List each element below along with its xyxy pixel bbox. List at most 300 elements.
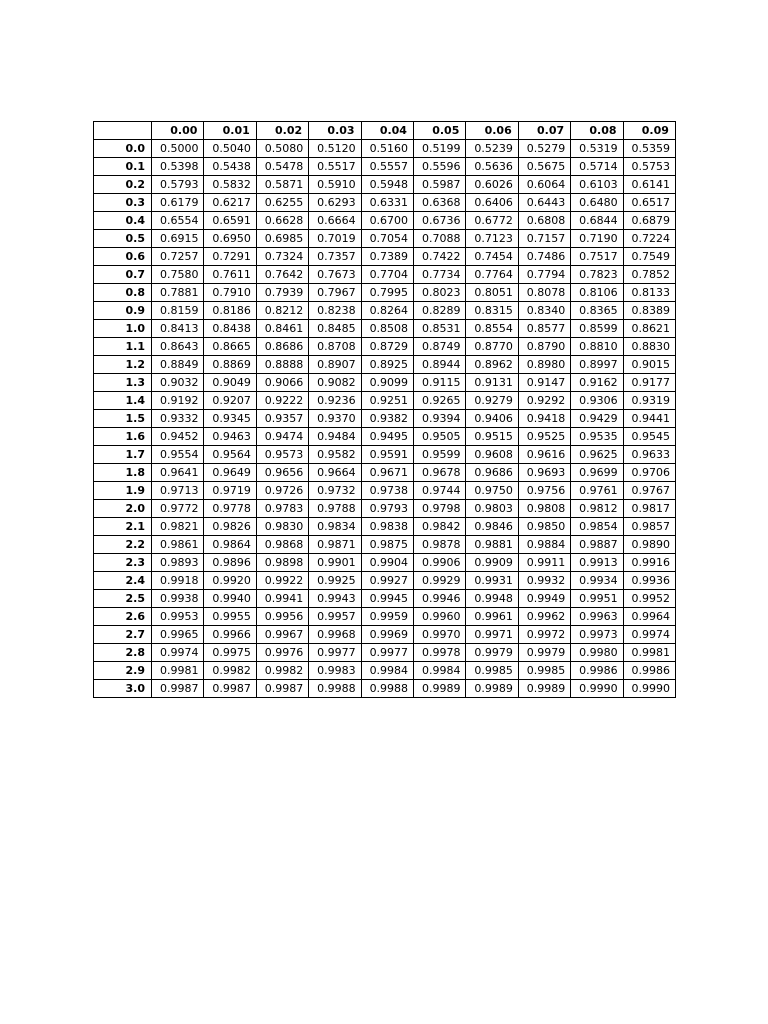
table-cell: 0.8849 — [152, 356, 204, 374]
table-cell: 0.9798 — [413, 500, 465, 518]
table-cell: 0.9713 — [152, 482, 204, 500]
table-cell: 0.9976 — [256, 644, 308, 662]
column-header: 0.06 — [466, 122, 518, 140]
table-cell: 0.9279 — [466, 392, 518, 410]
table-cell: 0.9987 — [256, 680, 308, 698]
table-cell: 0.8888 — [256, 356, 308, 374]
table-cell: 0.9463 — [204, 428, 256, 446]
table-cell: 0.6255 — [256, 194, 308, 212]
table-cell: 0.9616 — [518, 446, 570, 464]
table-cell: 0.9015 — [623, 356, 675, 374]
table-cell: 0.9932 — [518, 572, 570, 590]
table-cell: 0.9826 — [204, 518, 256, 536]
table-cell: 0.9896 — [204, 554, 256, 572]
table-cell: 0.9641 — [152, 464, 204, 482]
table-cell: 0.9535 — [571, 428, 623, 446]
table-cell: 0.8770 — [466, 338, 518, 356]
table-cell: 0.9726 — [256, 482, 308, 500]
table-row — [94, 590, 676, 608]
table-cell: 0.9965 — [152, 626, 204, 644]
table-row — [94, 482, 676, 500]
table-cell: 0.9956 — [256, 608, 308, 626]
table-row — [94, 374, 676, 392]
table-cell: 0.9906 — [413, 554, 465, 572]
table-cell: 0.9686 — [466, 464, 518, 482]
table-cell: 0.9382 — [361, 410, 413, 428]
table-row — [94, 554, 676, 572]
table-cell: 0.9131 — [466, 374, 518, 392]
column-header: 0.09 — [623, 122, 675, 140]
table-cell: 0.9989 — [413, 680, 465, 698]
table-cell: 0.9960 — [413, 608, 465, 626]
table-cell: 0.9678 — [413, 464, 465, 482]
table-cell: 0.7704 — [361, 266, 413, 284]
table-cell: 0.9525 — [518, 428, 570, 446]
row-header: 1.5 — [94, 410, 152, 428]
table-cell: 0.9980 — [571, 644, 623, 662]
table-row — [94, 410, 676, 428]
table-cell: 0.8159 — [152, 302, 204, 320]
table-cell: 0.7422 — [413, 248, 465, 266]
table-cell: 0.9979 — [518, 644, 570, 662]
table-cell: 0.9982 — [256, 662, 308, 680]
table-row — [94, 356, 676, 374]
table-cell: 0.9972 — [518, 626, 570, 644]
table-row — [94, 608, 676, 626]
table-cell: 0.9978 — [413, 644, 465, 662]
table-cell: 0.9961 — [466, 608, 518, 626]
table-cell: 0.9949 — [518, 590, 570, 608]
table-cell: 0.6331 — [361, 194, 413, 212]
table-cell: 0.9699 — [571, 464, 623, 482]
table-cell: 0.9788 — [309, 500, 361, 518]
table-cell: 0.9495 — [361, 428, 413, 446]
table-row — [94, 212, 676, 230]
table-cell: 0.8554 — [466, 320, 518, 338]
corner-cell — [94, 122, 152, 140]
table-cell: 0.7517 — [571, 248, 623, 266]
table-cell: 0.9989 — [466, 680, 518, 698]
table-cell: 0.9778 — [204, 500, 256, 518]
table-row — [94, 302, 676, 320]
table-cell: 0.9920 — [204, 572, 256, 590]
row-header: 0.0 — [94, 140, 152, 158]
table-cell: 0.9967 — [256, 626, 308, 644]
table-row — [94, 158, 676, 176]
table-cell: 0.8340 — [518, 302, 570, 320]
row-header: 0.5 — [94, 230, 152, 248]
table-cell: 0.9981 — [623, 644, 675, 662]
row-header: 0.4 — [94, 212, 152, 230]
table-cell: 0.9962 — [518, 608, 570, 626]
table-cell: 0.9545 — [623, 428, 675, 446]
table-cell: 0.5517 — [309, 158, 361, 176]
table-cell: 0.9599 — [413, 446, 465, 464]
row-header: 1.4 — [94, 392, 152, 410]
table-cell: 0.9881 — [466, 536, 518, 554]
row-header: 2.2 — [94, 536, 152, 554]
table-row — [94, 446, 676, 464]
row-header: 0.2 — [94, 176, 152, 194]
table-cell: 0.9306 — [571, 392, 623, 410]
table-cell: 0.6772 — [466, 212, 518, 230]
table-cell: 0.6293 — [309, 194, 361, 212]
row-header: 0.3 — [94, 194, 152, 212]
table-row — [94, 176, 676, 194]
table-cell: 0.9608 — [466, 446, 518, 464]
row-header: 2.7 — [94, 626, 152, 644]
table-cell: 0.9981 — [152, 662, 204, 680]
table-cell: 0.9952 — [623, 590, 675, 608]
table-cell: 0.8869 — [204, 356, 256, 374]
table-cell: 0.8438 — [204, 320, 256, 338]
table-cell: 0.6736 — [413, 212, 465, 230]
table-cell: 0.7291 — [204, 248, 256, 266]
table-cell: 0.6480 — [571, 194, 623, 212]
table-cell: 0.9345 — [204, 410, 256, 428]
table-row — [94, 626, 676, 644]
table-cell: 0.9977 — [309, 644, 361, 662]
table-cell: 0.5438 — [204, 158, 256, 176]
table-cell: 0.9904 — [361, 554, 413, 572]
table-cell: 0.9744 — [413, 482, 465, 500]
table-row — [94, 248, 676, 266]
row-header: 0.8 — [94, 284, 152, 302]
table-cell: 0.6141 — [623, 176, 675, 194]
table-cell: 0.9984 — [361, 662, 413, 680]
table-cell: 0.7486 — [518, 248, 570, 266]
table-cell: 0.8621 — [623, 320, 675, 338]
table-cell: 0.7357 — [309, 248, 361, 266]
table-cell: 0.7764 — [466, 266, 518, 284]
table-cell: 0.9979 — [466, 644, 518, 662]
table-cell: 0.9970 — [413, 626, 465, 644]
table-cell: 0.9049 — [204, 374, 256, 392]
table-cell: 0.9357 — [256, 410, 308, 428]
table-cell: 0.9719 — [204, 482, 256, 500]
table-cell: 0.7995 — [361, 284, 413, 302]
table-cell: 0.9418 — [518, 410, 570, 428]
row-header: 0.6 — [94, 248, 152, 266]
table-cell: 0.9988 — [309, 680, 361, 698]
table-cell: 0.9966 — [204, 626, 256, 644]
table-cell: 0.9948 — [466, 590, 518, 608]
table-cell: 0.9957 — [309, 608, 361, 626]
table-cell: 0.7389 — [361, 248, 413, 266]
table-cell: 0.9969 — [361, 626, 413, 644]
table-cell: 0.9974 — [152, 644, 204, 662]
table-cell: 0.9783 — [256, 500, 308, 518]
table-row — [94, 680, 676, 698]
row-header: 1.2 — [94, 356, 152, 374]
table-cell: 0.9656 — [256, 464, 308, 482]
table-header — [94, 122, 676, 140]
table-cell: 0.9943 — [309, 590, 361, 608]
table-cell: 0.9082 — [309, 374, 361, 392]
table-body — [94, 140, 676, 698]
table-cell: 0.9265 — [413, 392, 465, 410]
table-cell: 0.5987 — [413, 176, 465, 194]
table-cell: 0.5910 — [309, 176, 361, 194]
table-cell: 0.8133 — [623, 284, 675, 302]
row-header: 0.7 — [94, 266, 152, 284]
table-row — [94, 428, 676, 446]
table-cell: 0.8980 — [518, 356, 570, 374]
table-cell: 0.9931 — [466, 572, 518, 590]
table-row — [94, 140, 676, 158]
table-cell: 0.9850 — [518, 518, 570, 536]
table-cell: 0.9793 — [361, 500, 413, 518]
table-cell: 0.9987 — [204, 680, 256, 698]
table-cell: 0.9922 — [256, 572, 308, 590]
row-header: 3.0 — [94, 680, 152, 698]
row-header: 2.6 — [94, 608, 152, 626]
table-cell: 0.9857 — [623, 518, 675, 536]
table-cell: 0.9854 — [571, 518, 623, 536]
table-cell: 0.9887 — [571, 536, 623, 554]
table-cell: 0.9767 — [623, 482, 675, 500]
table-cell: 0.9573 — [256, 446, 308, 464]
table-cell: 0.6179 — [152, 194, 204, 212]
table-cell: 0.7734 — [413, 266, 465, 284]
table-cell: 0.5199 — [413, 140, 465, 158]
table-cell: 0.8389 — [623, 302, 675, 320]
table-cell: 0.6950 — [204, 230, 256, 248]
table-cell: 0.6700 — [361, 212, 413, 230]
table-cell: 0.8238 — [309, 302, 361, 320]
table-cell: 0.9875 — [361, 536, 413, 554]
table-cell: 0.8810 — [571, 338, 623, 356]
table-row — [94, 464, 676, 482]
table-cell: 0.5871 — [256, 176, 308, 194]
table-row — [94, 230, 676, 248]
table-cell: 0.9292 — [518, 392, 570, 410]
column-header: 0.00 — [152, 122, 204, 140]
table-cell: 0.6554 — [152, 212, 204, 230]
table-cell: 0.6844 — [571, 212, 623, 230]
table-cell: 0.9452 — [152, 428, 204, 446]
table-cell: 0.9918 — [152, 572, 204, 590]
table-cell: 0.9963 — [571, 608, 623, 626]
table-cell: 0.9732 — [309, 482, 361, 500]
table-cell: 0.9115 — [413, 374, 465, 392]
z-table — [93, 121, 676, 698]
row-header: 2.3 — [94, 554, 152, 572]
table-cell: 0.7823 — [571, 266, 623, 284]
table-cell: 0.9474 — [256, 428, 308, 446]
table-cell: 0.9929 — [413, 572, 465, 590]
table-cell: 0.9808 — [518, 500, 570, 518]
table-cell: 0.5636 — [466, 158, 518, 176]
table-cell: 0.9925 — [309, 572, 361, 590]
table-cell: 0.6591 — [204, 212, 256, 230]
table-cell: 0.8944 — [413, 356, 465, 374]
row-header: 2.1 — [94, 518, 152, 536]
table-cell: 0.9927 — [361, 572, 413, 590]
table-cell: 0.6664 — [309, 212, 361, 230]
table-cell: 0.7054 — [361, 230, 413, 248]
table-cell: 0.9940 — [204, 590, 256, 608]
table-cell: 0.7190 — [571, 230, 623, 248]
table-cell: 0.8665 — [204, 338, 256, 356]
row-header: 2.0 — [94, 500, 152, 518]
table-cell: 0.5080 — [256, 140, 308, 158]
table-cell: 0.6985 — [256, 230, 308, 248]
table-cell: 0.7454 — [466, 248, 518, 266]
table-cell: 0.9591 — [361, 446, 413, 464]
table-cell: 0.8315 — [466, 302, 518, 320]
table-cell: 0.9738 — [361, 482, 413, 500]
column-header: 0.08 — [571, 122, 623, 140]
table-cell: 0.6915 — [152, 230, 204, 248]
column-header: 0.02 — [256, 122, 308, 140]
table-row — [94, 392, 676, 410]
row-header: 1.6 — [94, 428, 152, 446]
table-cell: 0.8962 — [466, 356, 518, 374]
table-cell: 0.9941 — [256, 590, 308, 608]
table-cell: 0.8599 — [571, 320, 623, 338]
column-header: 0.04 — [361, 122, 413, 140]
table-cell: 0.9977 — [361, 644, 413, 662]
table-cell: 0.9441 — [623, 410, 675, 428]
table-cell: 0.5753 — [623, 158, 675, 176]
table-cell: 0.9893 — [152, 554, 204, 572]
table-cell: 0.9985 — [466, 662, 518, 680]
table-cell: 0.7088 — [413, 230, 465, 248]
table-cell: 0.5557 — [361, 158, 413, 176]
table-cell: 0.9332 — [152, 410, 204, 428]
table-cell: 0.9633 — [623, 446, 675, 464]
table-cell: 0.5948 — [361, 176, 413, 194]
table-cell: 0.5279 — [518, 140, 570, 158]
table-cell: 0.8708 — [309, 338, 361, 356]
table-cell: 0.8830 — [623, 338, 675, 356]
table-cell: 0.9066 — [256, 374, 308, 392]
table-cell: 0.5040 — [204, 140, 256, 158]
table-cell: 0.7967 — [309, 284, 361, 302]
table-row — [94, 518, 676, 536]
row-header: 0.9 — [94, 302, 152, 320]
header-row — [94, 122, 676, 140]
table-cell: 0.9946 — [413, 590, 465, 608]
table-cell: 0.5832 — [204, 176, 256, 194]
table-cell: 0.8790 — [518, 338, 570, 356]
table-row — [94, 536, 676, 554]
table-row — [94, 284, 676, 302]
table-cell: 0.7673 — [309, 266, 361, 284]
table-cell: 0.8997 — [571, 356, 623, 374]
table-cell: 0.9582 — [309, 446, 361, 464]
row-header: 2.5 — [94, 590, 152, 608]
table-cell: 0.9971 — [466, 626, 518, 644]
table-row — [94, 266, 676, 284]
table-cell: 0.8264 — [361, 302, 413, 320]
table-cell: 0.9975 — [204, 644, 256, 662]
table-cell: 0.9988 — [361, 680, 413, 698]
table-cell: 0.9964 — [623, 608, 675, 626]
row-header: 1.3 — [94, 374, 152, 392]
row-header: 2.8 — [94, 644, 152, 662]
table-cell: 0.9761 — [571, 482, 623, 500]
table-cell: 0.9871 — [309, 536, 361, 554]
table-cell: 0.7939 — [256, 284, 308, 302]
table-cell: 0.7019 — [309, 230, 361, 248]
row-header: 1.0 — [94, 320, 152, 338]
table-cell: 0.9649 — [204, 464, 256, 482]
table-cell: 0.9987 — [152, 680, 204, 698]
row-header: 1.8 — [94, 464, 152, 482]
table-row — [94, 644, 676, 662]
table-cell: 0.6064 — [518, 176, 570, 194]
table-cell: 0.9032 — [152, 374, 204, 392]
table-cell: 0.9938 — [152, 590, 204, 608]
table-cell: 0.9834 — [309, 518, 361, 536]
table-cell: 0.9861 — [152, 536, 204, 554]
table-cell: 0.9830 — [256, 518, 308, 536]
table-cell: 0.9898 — [256, 554, 308, 572]
table-cell: 0.8078 — [518, 284, 570, 302]
table-cell: 0.9945 — [361, 590, 413, 608]
table-cell: 0.9973 — [571, 626, 623, 644]
table-cell: 0.5319 — [571, 140, 623, 158]
table-cell: 0.9916 — [623, 554, 675, 572]
table-cell: 0.7123 — [466, 230, 518, 248]
table-cell: 0.9884 — [518, 536, 570, 554]
table-cell: 0.6026 — [466, 176, 518, 194]
table-cell: 0.9429 — [571, 410, 623, 428]
table-cell: 0.8289 — [413, 302, 465, 320]
table-cell: 0.8051 — [466, 284, 518, 302]
table-cell: 0.7910 — [204, 284, 256, 302]
column-header: 0.01 — [204, 122, 256, 140]
table-cell: 0.8925 — [361, 356, 413, 374]
table-cell: 0.9986 — [571, 662, 623, 680]
table-cell: 0.7549 — [623, 248, 675, 266]
table-cell: 0.6103 — [571, 176, 623, 194]
table-cell: 0.9936 — [623, 572, 675, 590]
table-cell: 0.8106 — [571, 284, 623, 302]
table-cell: 0.9842 — [413, 518, 465, 536]
row-header: 1.1 — [94, 338, 152, 356]
table-cell: 0.9564 — [204, 446, 256, 464]
column-header: 0.07 — [518, 122, 570, 140]
table-row — [94, 572, 676, 590]
table-cell: 0.8643 — [152, 338, 204, 356]
table-cell: 0.8686 — [256, 338, 308, 356]
table-cell: 0.9706 — [623, 464, 675, 482]
table-cell: 0.9911 — [518, 554, 570, 572]
table-cell: 0.9772 — [152, 500, 204, 518]
table-cell: 0.8023 — [413, 284, 465, 302]
table-cell: 0.6368 — [413, 194, 465, 212]
table-cell: 0.9099 — [361, 374, 413, 392]
row-header: 2.4 — [94, 572, 152, 590]
table-cell: 0.9394 — [413, 410, 465, 428]
table-cell: 0.9554 — [152, 446, 204, 464]
table-cell: 0.6517 — [623, 194, 675, 212]
table-cell: 0.5120 — [309, 140, 361, 158]
table-cell: 0.7224 — [623, 230, 675, 248]
table-cell: 0.5398 — [152, 158, 204, 176]
table-cell: 0.9913 — [571, 554, 623, 572]
table-cell: 0.9817 — [623, 500, 675, 518]
table-cell: 0.8485 — [309, 320, 361, 338]
table-cell: 0.9890 — [623, 536, 675, 554]
table-cell: 0.8729 — [361, 338, 413, 356]
table-cell: 0.9990 — [623, 680, 675, 698]
table-cell: 0.9750 — [466, 482, 518, 500]
table-cell: 0.5160 — [361, 140, 413, 158]
